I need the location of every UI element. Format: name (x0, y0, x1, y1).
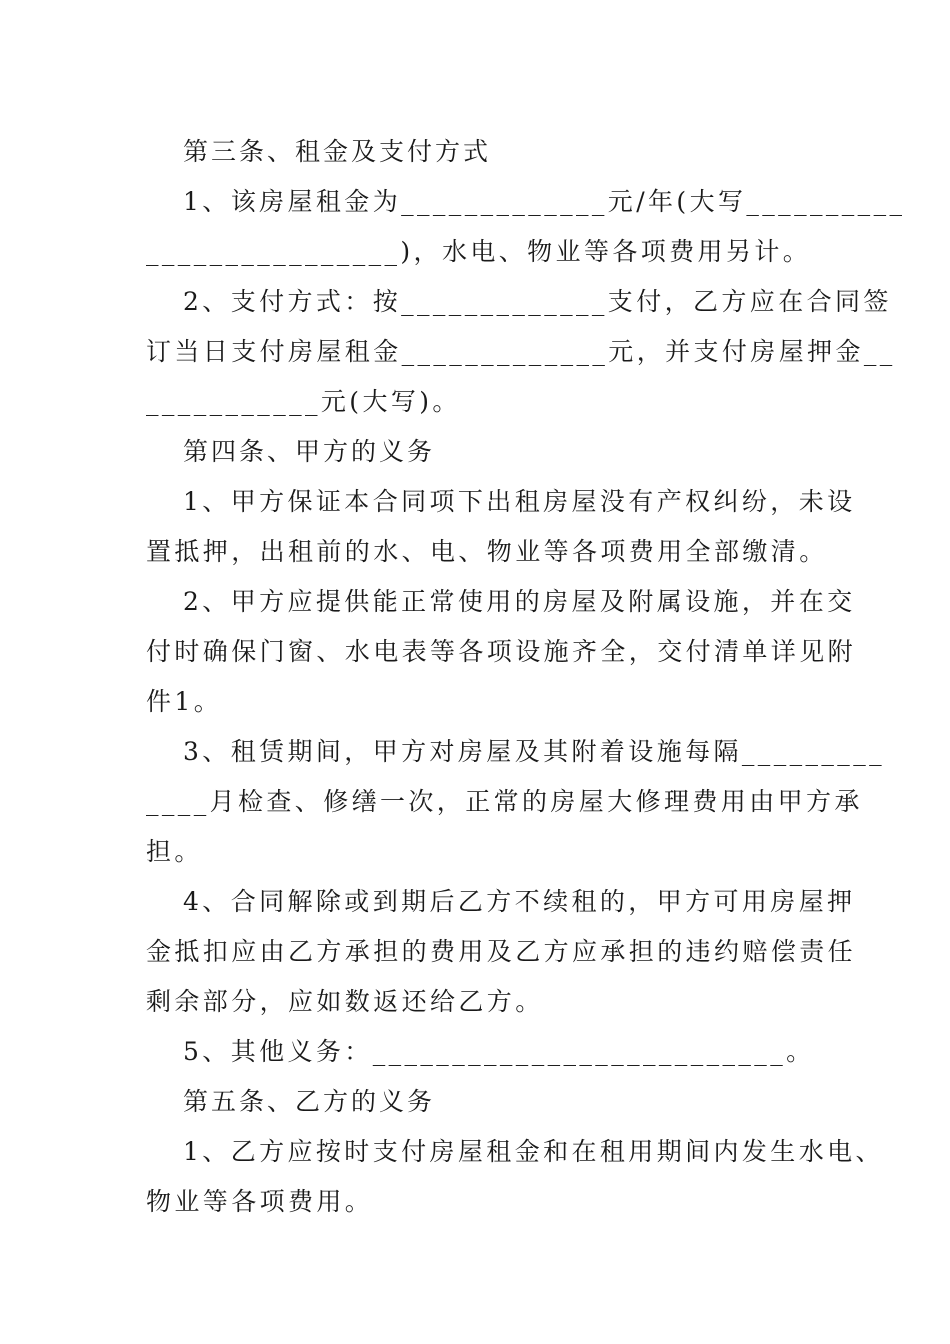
paragraph-line: 1、甲方保证本合同项下出租房屋没有产权纠纷，未设 (183, 487, 856, 516)
paragraph-line: 4、合同解除或到期后乙方不续租的，甲方可用房屋押 (183, 887, 856, 916)
paragraph-line: 金抵扣应由乙方承担的费用及乙方应承担的违约赔偿责任 (146, 937, 857, 966)
article-4-heading: 第四条、甲方的义务 (183, 437, 436, 466)
article-3-heading: 第三条、租金及支付方式 (183, 137, 492, 166)
paragraph-line: 置抵押，出租前的水、电、物业等各项费用全部缴清。 (146, 537, 828, 566)
paragraph-line: ________________)，水电、物业等各项费用另计。 (146, 237, 812, 266)
paragraph-line: 付时确保门窗、水电表等各项设施齐全，交付清单详见附 (146, 637, 857, 666)
paragraph-line: 1、该房屋租金为_____________元/年(大写__________ (183, 187, 906, 216)
paragraph-line: 担。 (146, 837, 203, 866)
paragraph-line: 件1。 (146, 687, 223, 716)
paragraph-line: 3、租赁期间，甲方对房屋及其附着设施每隔_________ (183, 737, 886, 766)
paragraph-line: 订当日支付房屋租金_____________元，并支付房屋押金__ (146, 337, 896, 366)
paragraph-line: ___________元(大写)。 (146, 387, 461, 416)
paragraph-line: 5、其他义务：__________________________。 (183, 1037, 815, 1066)
article-5-heading: 第五条、乙方的义务 (183, 1087, 436, 1116)
paragraph-line: 物业等各项费用。 (146, 1187, 374, 1216)
paragraph-line: 2、甲方应提供能正常使用的房屋及附属设施，并在交 (183, 587, 856, 616)
paragraph-line: ____月检查、修缮一次，正常的房屋大修理费用由甲方承 (146, 787, 863, 816)
paragraph-line: 1、乙方应按时支付房屋租金和在租用期间内发生水电、 (183, 1137, 884, 1166)
paragraph-line: 剩余部分，应如数返还给乙方。 (146, 987, 544, 1016)
paragraph-line: 2、支付方式：按_____________支付，乙方应在合同签 (183, 287, 892, 316)
